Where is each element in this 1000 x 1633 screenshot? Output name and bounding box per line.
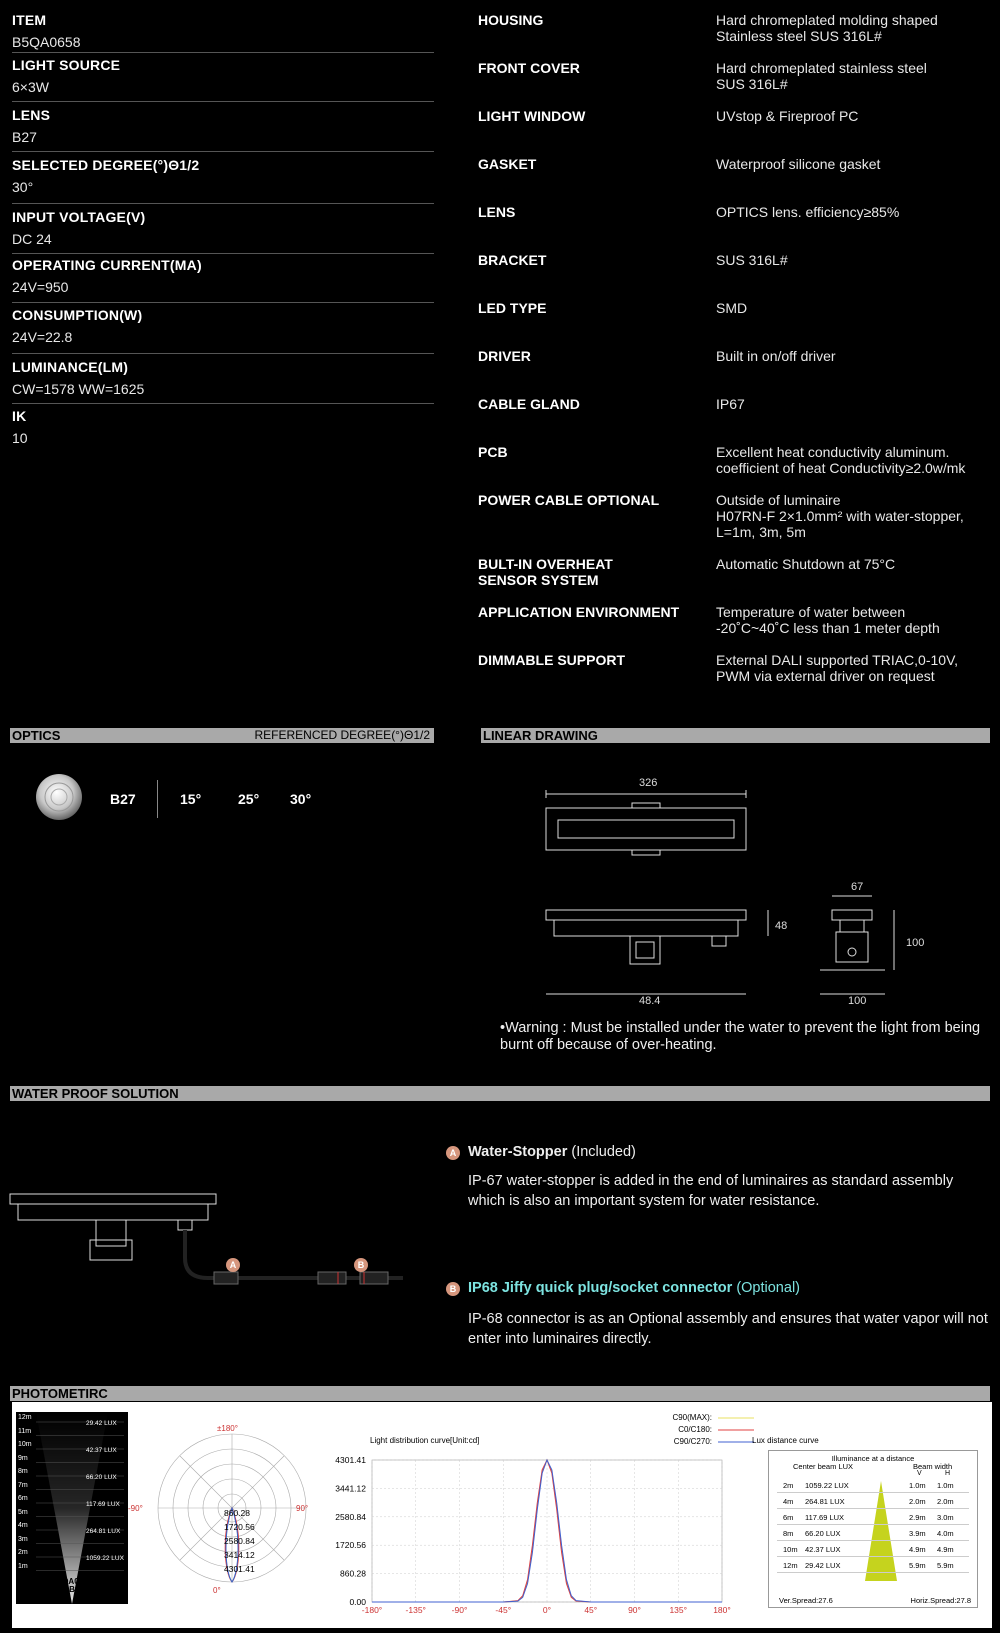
- spec-label: CABLE GLAND: [478, 396, 580, 412]
- degree-option-30: 30°: [290, 791, 312, 807]
- connector-note: (Optional): [732, 1280, 800, 1296]
- hor-spread: Horiz.Spread:27.8: [910, 1596, 971, 1605]
- lux-row-h: 3.0m: [937, 1513, 954, 1522]
- lux-table: [768, 1450, 978, 1608]
- lux-row-value: 117.69 LUX: [805, 1513, 845, 1522]
- spec-value: Hard chromeplated molding shaped Stainless steel SUS 316L#: [716, 12, 938, 44]
- linear-drawing-header: [481, 728, 990, 743]
- lux-row-v: 2.9m: [909, 1513, 926, 1522]
- lux-row-v: 3.9m: [909, 1529, 926, 1538]
- lux-row-distance: 6m: [783, 1513, 794, 1522]
- lux-row-divider: [777, 1556, 969, 1557]
- lux-row-distance: 10m: [783, 1545, 798, 1554]
- lux-row-divider: [777, 1508, 969, 1509]
- spec-label: HOUSING: [478, 12, 544, 28]
- lux-row-distance: 2m: [783, 1481, 794, 1490]
- lux-row-divider: [777, 1572, 969, 1573]
- beam-distance-label: 1m: [18, 1562, 28, 1570]
- lux-cone: [861, 1479, 901, 1583]
- spec-value: Outside of luminaire H07RN-F 2×1.0mm² with water-stopper, L=1m, 3m, 5m: [716, 492, 964, 540]
- beam-caption-model: B5QA0658: [51, 1577, 93, 1586]
- x-tick-label: 180°: [713, 1605, 731, 1615]
- spec-value: 6×3W: [12, 79, 49, 95]
- x-tick-label: -90°: [451, 1605, 468, 1615]
- beam-distance-label: 5m: [18, 1508, 28, 1516]
- lux-row-distance: 12m: [783, 1561, 798, 1570]
- connector-title: IP68 Jiffy quick plug/socket connector: [468, 1280, 733, 1296]
- lux-row-h: 5.9m: [937, 1561, 954, 1570]
- beam-distance-label: 6m: [18, 1495, 28, 1502]
- x-tick-label: -180°: [361, 1605, 383, 1615]
- dim-length: 326: [639, 777, 658, 789]
- photometric-panel: [12, 1402, 992, 1628]
- spec-row: [12, 107, 434, 152]
- spec-value: 10: [12, 430, 28, 446]
- diagram-badge-b: B: [354, 1258, 368, 1272]
- lux-row-v: 2.0m: [909, 1497, 926, 1506]
- lux-row-v: 5.9m: [909, 1561, 926, 1570]
- spec-label: DRIVER: [478, 348, 531, 364]
- beam-distance-label: 3m: [18, 1535, 28, 1543]
- y-tick-label: 3441.12: [335, 1483, 366, 1494]
- spec-label: LENS: [478, 204, 516, 220]
- lux-row-value: 1059.22 LUX: [805, 1481, 849, 1490]
- spec-value: B5QA0658: [12, 34, 81, 50]
- water-stopper-title: Water-Stopper: [468, 1144, 568, 1160]
- ver-spread: Ver.Spread:27.6: [779, 1596, 833, 1605]
- dim-depth: 48: [775, 920, 788, 932]
- y-tick-label: 0.00: [349, 1597, 366, 1607]
- optics-title: OPTICS: [12, 728, 61, 743]
- beam-lux-label: 42.37 LUX: [86, 1447, 117, 1454]
- polar-value: 2580.84: [224, 1536, 255, 1546]
- spec-row: [12, 57, 434, 102]
- polar-value: 1720.56: [224, 1522, 255, 1532]
- legend-c90-c270: C90/C270:: [673, 1437, 712, 1446]
- spec-label: BULT-IN OVERHEAT SENSOR SYSTEM: [478, 556, 613, 588]
- x-tick-label: -135°: [405, 1605, 426, 1615]
- spec-row: [12, 157, 434, 204]
- spec-row: [12, 12, 434, 53]
- dim-height: 100: [906, 937, 925, 949]
- beam-lux-label: 66.20 LUX: [86, 1474, 117, 1481]
- lux-row-divider: [777, 1492, 969, 1493]
- legend-c90-max: C90(MAX):: [672, 1413, 712, 1422]
- linear-drawing-title: LINEAR DRAWING: [483, 728, 598, 743]
- spec-row: [12, 307, 434, 354]
- lux-row-value: 66.20 LUX: [805, 1529, 841, 1538]
- connector-text: IP-68 connector is as an Optional assembly and ensures that water vapor will not enter into luminaires directly.: [468, 1311, 988, 1347]
- spec-label: CONSUMPTION(W): [12, 307, 143, 323]
- y-tick-label: 1720.56: [335, 1540, 366, 1551]
- spec-label: IK: [12, 408, 27, 424]
- lux-row-divider: [777, 1540, 969, 1541]
- spec-value: IP67: [716, 396, 745, 412]
- lux-row-h: 4.0m: [937, 1529, 954, 1538]
- lux-table-title: Illuminance at a distance: [831, 1454, 915, 1463]
- lux-row-h: 1.0m: [937, 1481, 954, 1490]
- polar-bottom-label: 0°: [213, 1586, 221, 1595]
- y-tick-label: 860.28: [340, 1568, 366, 1579]
- beam-distance-label: 2m: [18, 1549, 28, 1556]
- spec-value: Temperature of water between -20˚C~40˚C less than 1 meter depth: [716, 604, 940, 636]
- water-stopper-text: IP-67 water-stopper is added in the end of luminaires as standard assembly which is also an important system for water resistance.: [468, 1173, 954, 1209]
- referenced-degree-label: REFERENCED DEGREE(°)Θ1/2: [254, 728, 430, 742]
- spec-label: LUMINANCE(LM): [12, 359, 129, 375]
- spec-value: Hard chromeplated stainless steel SUS 316L#: [716, 60, 927, 92]
- spec-row: [12, 408, 434, 446]
- lux-row-value: 42.37 LUX: [805, 1545, 841, 1554]
- x-tick-label: 135°: [669, 1605, 688, 1615]
- beam-distance-label: 7m: [18, 1481, 28, 1489]
- water-stopper-note: (Included): [567, 1144, 636, 1160]
- dim-base: 100: [848, 995, 867, 1007]
- spec-row: [12, 257, 434, 303]
- spec-value: B27: [12, 129, 37, 145]
- spec-label: GASKET: [478, 156, 537, 172]
- polar-top-label: ±180°: [217, 1424, 238, 1433]
- beam-lux-label: 117.69 LUX: [86, 1501, 120, 1508]
- spec-value: SUS 316L#: [716, 252, 788, 268]
- polar-value: 4301.41: [224, 1564, 255, 1574]
- lux-row-h: 2.0m: [937, 1497, 954, 1506]
- legend-swatches: [716, 1412, 756, 1448]
- spec-label: INPUT VOLTAGE(V): [12, 209, 146, 225]
- spec-row: [12, 359, 434, 404]
- spec-label: OPERATING CURRENT(MA): [12, 257, 202, 273]
- lux-row-distance: 8m: [783, 1529, 794, 1538]
- linear-drawing: [540, 770, 900, 1010]
- lux-row-value: 264.81 LUX: [805, 1497, 845, 1506]
- y-tick-label: 2580.84: [335, 1511, 366, 1522]
- spec-value: Automatic Shutdown at 75°C: [716, 556, 896, 572]
- x-tick-label: 0°: [542, 1605, 552, 1615]
- beam-lux-label: 264.81 LUX: [86, 1528, 121, 1535]
- waterproof-diagram: [8, 1188, 418, 1308]
- spec-value: Waterproof silicone gasket: [716, 156, 881, 172]
- spec-value: 30°: [12, 179, 34, 195]
- badge-a: A: [446, 1146, 460, 1160]
- lux-title: Lux distance curve: [752, 1436, 819, 1445]
- spec-label: LENS: [12, 107, 51, 123]
- waterproof-title: WATER PROOF SOLUTION: [12, 1086, 179, 1101]
- spec-value: External DALI supported TRIAC,0-10V, PWM via external driver on request: [716, 652, 959, 684]
- polar-values: [224, 1506, 255, 1576]
- beam-distance-label: 10m: [18, 1441, 32, 1448]
- spec-label: LED TYPE: [478, 300, 547, 316]
- lux-head-center: Center beam LUX: [793, 1462, 854, 1471]
- lux-head-h: H: [945, 1470, 951, 1477]
- x-tick-label: -45°: [495, 1605, 512, 1615]
- badge-b: B: [446, 1282, 460, 1296]
- spec-label: FRONT COVER: [478, 60, 580, 76]
- lens-icon: [34, 772, 84, 822]
- dim-bottom: 48.4: [639, 995, 661, 1007]
- x-tick-label: 90°: [628, 1605, 641, 1615]
- spec-value: Built in on/off driver: [716, 348, 836, 364]
- curve-legend: [612, 1412, 712, 1448]
- spec-value: OPTICS lens. efficiency≥85%: [716, 204, 900, 220]
- beam-lux-label: 29.42 LUX: [86, 1420, 117, 1427]
- spec-label: LIGHT WINDOW: [478, 108, 586, 124]
- spec-value: Excellent heat conductivity aluminum. coefficient of heat Conductivity≥2.0w/mk: [716, 444, 966, 476]
- lux-row-v: 1.0m: [909, 1481, 926, 1490]
- polar-right-label: 90°: [296, 1504, 309, 1513]
- polar-left-label: -90°: [128, 1504, 143, 1513]
- spec-label: LIGHT SOURCE: [12, 57, 121, 73]
- degree-option-25: 25°: [238, 791, 260, 807]
- optics-header: [10, 728, 434, 743]
- dim-width: 67: [851, 881, 864, 893]
- beam-distance-label: 9m: [18, 1454, 28, 1462]
- spec-label: APPLICATION ENVIRONMENT: [478, 604, 680, 620]
- beam-distance-label: 4m: [18, 1522, 28, 1529]
- beam-diagram: [16, 1412, 128, 1604]
- beam-distance-label: 8m: [18, 1468, 28, 1475]
- light-distribution-chart: [322, 1444, 762, 1628]
- polar-value: 860.28: [224, 1508, 250, 1518]
- spec-label: DIMMABLE SUPPORT: [478, 652, 625, 668]
- beam-caption-spec: (6×3W-B27-30°): [42, 1585, 102, 1594]
- spec-value: CW=1578 WW=1625: [12, 381, 145, 397]
- spec-value: DC 24: [12, 231, 52, 247]
- photometric-title: PHOTOMETIRC: [12, 1386, 108, 1401]
- spec-label: ITEM: [12, 12, 47, 28]
- lux-head-v: V: [917, 1470, 922, 1477]
- curve-title: Light distribution curve[Unit:cd]: [370, 1436, 480, 1445]
- beam-distance-label: 12m: [18, 1414, 32, 1421]
- spec-label: POWER CABLE OPTIONAL: [478, 492, 660, 508]
- lens-name: B27: [110, 791, 136, 807]
- spec-value: SMD: [716, 300, 748, 316]
- lux-head-width: Beam width: [913, 1462, 953, 1471]
- degree-option-15: 15°: [180, 791, 202, 807]
- spec-label: PCB: [478, 444, 508, 460]
- beam-lux-label: 1059.22 LUX: [86, 1555, 124, 1562]
- lux-row-v: 4.9m: [909, 1545, 926, 1554]
- optics-divider: [157, 780, 158, 818]
- beam-distance-label: 11m: [18, 1427, 32, 1435]
- spec-row: [12, 209, 434, 254]
- y-tick-label: 4301.41: [335, 1455, 366, 1465]
- lux-row-divider: [777, 1524, 969, 1525]
- lux-row-h: 4.9m: [937, 1545, 954, 1554]
- spec-value: UVstop & Fireproof PC: [716, 108, 859, 124]
- spec-value: 24V=950: [12, 279, 69, 295]
- polar-value: 3414.12: [224, 1550, 255, 1560]
- x-tick-label: 45°: [584, 1605, 598, 1615]
- legend-c0-c180: C0/C180:: [678, 1425, 712, 1434]
- waterproof-header: [10, 1086, 990, 1101]
- diagram-badge-a: A: [226, 1258, 240, 1272]
- installation-warning: •Warning : Must be installed under the water to prevent the light from being burnt off because of over-heating.: [500, 1020, 981, 1053]
- spec-value: 24V=22.8: [12, 329, 73, 345]
- photometric-header: [10, 1386, 990, 1401]
- lux-row-value: 29.42 LUX: [805, 1561, 841, 1570]
- lux-row-distance: 4m: [783, 1497, 794, 1506]
- spec-label: BRACKET: [478, 252, 547, 268]
- spec-label: SELECTED DEGREE(°)Θ1/2: [12, 157, 200, 173]
